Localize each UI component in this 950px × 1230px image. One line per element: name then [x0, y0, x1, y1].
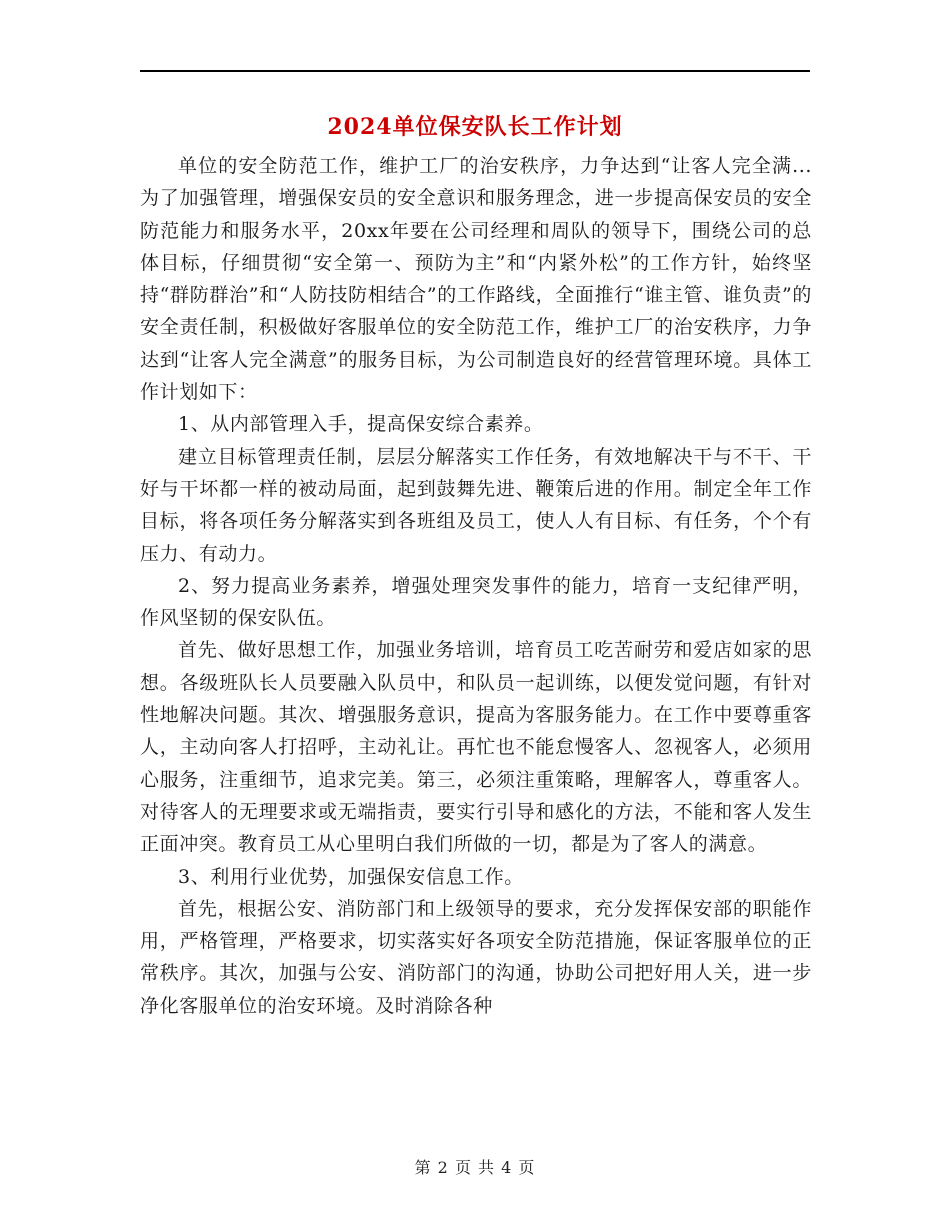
document-title: 2024单位保安队长工作计划 [327, 114, 623, 140]
page-footer: 第 2 页 共 4 页 [414, 1158, 536, 1177]
section-heading-3: 3、利用行业优势，加强保安信息工作。 [178, 865, 524, 888]
section-heading-2: 2、努力提高业务素养，增强处理突发事件的能力，培育一支纪律严明，作风坚韧的保安队伍。 [140, 574, 812, 630]
section-heading-1: 1、从内部管理入手，提高保安综合素养。 [178, 413, 544, 436]
paragraph: 首先，根据公安、消防部门和上级领导的要求，充分发挥保安部的职能作用，严格管理，严格要求，切实落实好各项安全防范措施，保证客服单位的正常秩序。其次，加强与公安、消防部门的沟通，协助公司把好用人关，进一步净化客服单位的治安环境。及时消除各种 [140, 897, 812, 1017]
header-rule [140, 70, 810, 72]
paragraph: 建立目标管理责任制，层层分解落实工作任务，有效地解决干与不干、干好与干坏都一样的被动局面，起到鼓舞先进、鞭策后进的作用。制定全年工作目标，将各项任务分解落实到各班组及员工，使人人有目标、有任务，个个有压力、有动力。 [140, 445, 812, 565]
document-body [140, 150, 812, 1022]
paragraph: 首先、做好思想工作，加强业务培训，培育员工吃苦耐劳和爱店如家的思想。各级班队长人员要融入队员中，和队员一起训练，以便发觉问题，有针对性地解决问题。其次、增强服务意识，提高为客服务能力。在工作中要尊重客人，主动向客人打招呼，主动礼让。再忙也不能怠慢客人、忽视客人，必须用心服务，注重细节，追求完美。第三，必须注重策略，理解客人，尊重客人。对待客人的无理要求或无端指责，要实行引导和感化的方法，不能和客人发生正面冲突。教育员工从心里明白我们所做的一切，都是为了客人的满意。 [140, 639, 812, 856]
paragraph-intro: 单位的安全防范工作，维护工厂的治安秩序，力争达到“让客人完全满...为了加强管理，增强保安员的安全意识和服务理念，进一步提高保安员的安全防范能力和服务水平，20xx年要在公司经理和周队的领导下，围绕公司的总体目标，仔细贯彻“安全第一、预防为主”和“内紧外松”的工作方针，始终坚持“群防群治”和“人防技防相结合”的工作路线，全面推行“谁主管、谁负责”的安全责任制，积极做好客服单位的安全防范工作，维护工厂的治安秩序，力争达到“让客人完全满意”的服务目标，为公司制造良好的经营管理环境。具体工作计划如下： [140, 155, 812, 404]
